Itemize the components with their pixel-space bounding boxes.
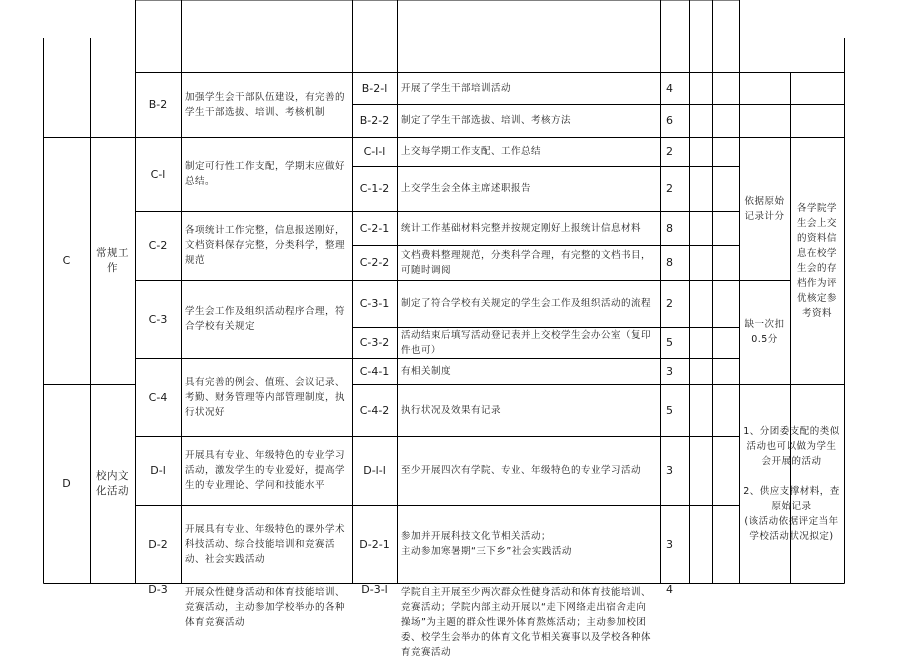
item-score-cell (660, 72, 689, 104)
blank-cell (712, 358, 739, 384)
section-code-cell (43, 137, 90, 384)
item-text: 上交学生会全体主席述职报告 (401, 183, 532, 194)
item-code-cell (352, 583, 397, 596)
criterion-description: 各项统计工作完整，信息报送刚好，文档资料保存完整，分类科学，整理规范 (185, 225, 346, 266)
item-text: 学院自主开展至少两次群众性健身活动和体育技能培训、竞赛活动；学院内部主动开展以“走下网络走出宿舍走向操场”为主题的群众性课外体育熬炼活动；主动参加校团委、校学生会举办的体育文化节相关赛事以及学校各种体育竞赛活动 (401, 587, 652, 658)
blank-cell (712, 137, 739, 166)
method-note-c2 (739, 137, 790, 280)
item-code: D-l-l (363, 464, 386, 477)
item-score-cell (660, 505, 689, 583)
blank-cell (712, 280, 739, 327)
item-code-cell (352, 358, 397, 384)
item-text: 参加并开展科技文化节相关活动； 主动参加寒暑期“三下乡”社会实践活动 (401, 531, 572, 557)
blank-cell (689, 327, 712, 358)
criterion-description: 开展具有专业、年级特色的专业学习活动，激发学生的专业爱好，提高学生的专业理论、学问和技能水平 (185, 450, 346, 491)
item-code: C-1-2 (359, 182, 390, 195)
item-text: 制定了学生干部选拔、培训、考核方法 (401, 115, 572, 126)
item-code-cell (352, 436, 397, 505)
item-score: 3 (666, 464, 673, 477)
method-note: 缺一次扣0.5分 (744, 319, 785, 345)
remark-d (739, 384, 844, 583)
item-score: 5 (666, 336, 673, 349)
item-text-cell (397, 384, 660, 436)
item-text: 执行状况及效果有记录 (401, 404, 502, 416)
blank-cell (712, 327, 739, 358)
blank-cell (689, 166, 712, 211)
criterion-code: C-3 (148, 312, 168, 326)
item-text-cell (397, 583, 660, 662)
blank-cell (712, 436, 739, 505)
item-code: D-3-l (361, 583, 388, 596)
item-code: C-3-2 (359, 336, 390, 349)
item-code: C-3-1 (359, 297, 390, 310)
item-text-cell (397, 166, 660, 211)
remark-cell (790, 72, 844, 104)
item-score: 8 (666, 256, 673, 269)
item-text-cell (397, 327, 660, 358)
item-score: 4 (666, 81, 673, 95)
item-code: B-2-2 (359, 114, 390, 127)
item-code-cell (352, 72, 397, 104)
item-text: 有相关制度 (401, 365, 452, 377)
item-code: C-l-l (363, 145, 386, 158)
section-code: C (62, 254, 71, 267)
criterion-description: 具有完善的例会、值班、会议记录、考勤、财务管理等内部管理制度，执行状况好 (185, 376, 346, 418)
blank-cell (712, 505, 739, 583)
remark-cell (790, 104, 844, 137)
criterion-desc-cell (181, 137, 352, 211)
blank-cell (712, 166, 739, 211)
item-score-cell (660, 384, 689, 436)
method-note: 依据原始记录计分 (744, 195, 785, 222)
item-score: 2 (666, 182, 673, 195)
criterion-description: 开展众性健身活动和体育技能培训、竞赛活动，主动参加学校举办的各种体育竞赛活动 (185, 587, 346, 628)
item-code: C-2-2 (359, 256, 390, 269)
item-score-cell (660, 211, 689, 245)
section-name-cell (90, 137, 135, 384)
item-code-cell (352, 245, 397, 280)
section-name: 常规工作 (96, 246, 129, 274)
criterion-code-cell (135, 358, 181, 436)
item-text: 文档费料整理规范，分类科学合理，有完整的文档书目，可随时调阅 (401, 249, 652, 276)
item-score-cell (660, 436, 689, 505)
blank-cell (712, 384, 739, 436)
criterion-code: D-2 (148, 537, 168, 551)
item-score: 3 (666, 364, 673, 378)
criterion-code-cell (135, 211, 181, 280)
method-note-c3 (739, 280, 790, 384)
item-text-cell (397, 137, 660, 166)
item-text: 制定了符合学校有关规定的学生会工作及组织活动的流程 (401, 298, 652, 309)
item-text: 活动结束后填写活动登记表并上交校学生会办公室（复印件也可） (401, 329, 652, 356)
item-code-cell (352, 384, 397, 436)
criterion-desc-cell (181, 583, 352, 632)
section-code-cell (43, 384, 90, 583)
criterion-desc-cell (181, 72, 352, 137)
criterion-code: C-l (150, 167, 166, 181)
item-score-cell (660, 104, 689, 137)
item-score: 5 (666, 403, 673, 417)
criterion-code-cell (135, 436, 181, 505)
blank-cell (712, 245, 739, 280)
blank-cell (712, 72, 739, 104)
criterion-code-cell (135, 280, 181, 358)
item-text-cell (397, 280, 660, 327)
item-text: 统计工作基础材料完整并按规定刚好上报统计信息材料 (401, 222, 642, 234)
section-name: 校内文化活动 (96, 469, 129, 497)
item-text-cell (397, 436, 660, 505)
remark-c (790, 137, 844, 384)
item-score: 2 (666, 297, 673, 310)
item-code-cell (352, 104, 397, 137)
section-code: D (62, 477, 71, 490)
remark-text: 1、分团委支配的类似活动也可以做为学生会开展的活动 2、供应支撑材料，查原始记录 (该活动依据评定当年学校活动状况拟定) (743, 425, 840, 542)
item-score: 3 (666, 537, 673, 551)
item-text: 上交每学期工作支配、工作总结 (401, 146, 542, 157)
criterion-code: D-3 (148, 583, 168, 596)
blank-cell (712, 104, 739, 137)
criterion-code-cell (135, 137, 181, 211)
blank-cell (689, 280, 712, 327)
criterion-desc-cell (181, 280, 352, 358)
blank-cell (689, 104, 712, 137)
item-text: 至少开展四次有学院、专业、年级特色的专业学习活动 (401, 465, 642, 476)
item-text: 开展了学生干部培训活动 (401, 82, 512, 94)
criterion-code: C-2 (148, 239, 168, 252)
item-score-cell (660, 327, 689, 358)
item-code-cell (352, 505, 397, 583)
item-text-cell (397, 358, 660, 384)
blank-cell (689, 436, 712, 505)
item-score-cell (660, 137, 689, 166)
criterion-desc-cell (181, 211, 352, 280)
blank-cell (712, 211, 739, 245)
criterion-code-cell (135, 505, 181, 583)
blank-cell (689, 137, 712, 166)
criterion-code-cell (135, 583, 181, 596)
item-code: C-4-1 (359, 364, 390, 378)
item-code-cell (352, 327, 397, 358)
item-code-cell (352, 166, 397, 211)
item-code-cell (352, 280, 397, 327)
item-code-cell (352, 137, 397, 166)
blank-cell (689, 384, 712, 436)
criterion-description: 开展具有专业、年级特色的课外学术科技活动、综合技能培训和竞赛活动、社会实践活动 (185, 523, 346, 565)
criterion-code: D-l (150, 464, 166, 477)
item-score-cell (660, 245, 689, 280)
blank-cell (689, 505, 712, 583)
item-score: 4 (666, 583, 673, 596)
item-text-cell (397, 104, 660, 137)
item-score-cell (660, 583, 689, 596)
item-code: C-2-1 (359, 221, 390, 235)
item-score-cell (660, 166, 689, 211)
item-text-cell (397, 505, 660, 583)
item-code: D-2-1 (359, 537, 390, 551)
method-cell (739, 72, 790, 104)
item-score-cell (660, 280, 689, 327)
remark-text: 各学院学生会上交的资料信息在校学生会的存档作为评优核定参考资料 (796, 202, 837, 319)
blank-cell (689, 245, 712, 280)
method-cell (739, 104, 790, 137)
item-score: 6 (666, 114, 673, 127)
item-score: 8 (666, 221, 673, 235)
blank-cell (689, 358, 712, 384)
criterion-code: C-4 (148, 390, 168, 404)
item-score: 2 (666, 145, 673, 158)
criterion-code: B-2 (148, 98, 168, 111)
item-code-cell (352, 211, 397, 245)
criterion-code-cell (135, 72, 181, 137)
criterion-desc-cell (181, 358, 352, 436)
item-text-cell (397, 211, 660, 245)
item-code: B-2-l (361, 81, 388, 95)
criterion-desc-cell (181, 505, 352, 583)
criterion-description: 学生会工作及组织活动程序合理，符合学校有关规定 (185, 306, 346, 332)
blank-cell (689, 211, 712, 245)
item-score-cell (660, 358, 689, 384)
blank-cell (689, 72, 712, 104)
item-text-cell (397, 72, 660, 104)
criterion-desc-cell (181, 436, 352, 505)
criterion-description: 制定可行性工作支配，学期末应做好总结。 (185, 161, 346, 187)
criterion-description: 加强学生会干部队伍建设，有完善的学生干部选拔、培训、考核机制 (185, 91, 346, 118)
item-code: C-4-2 (359, 403, 390, 417)
item-text-cell (397, 245, 660, 280)
section-name-cell (90, 384, 135, 583)
